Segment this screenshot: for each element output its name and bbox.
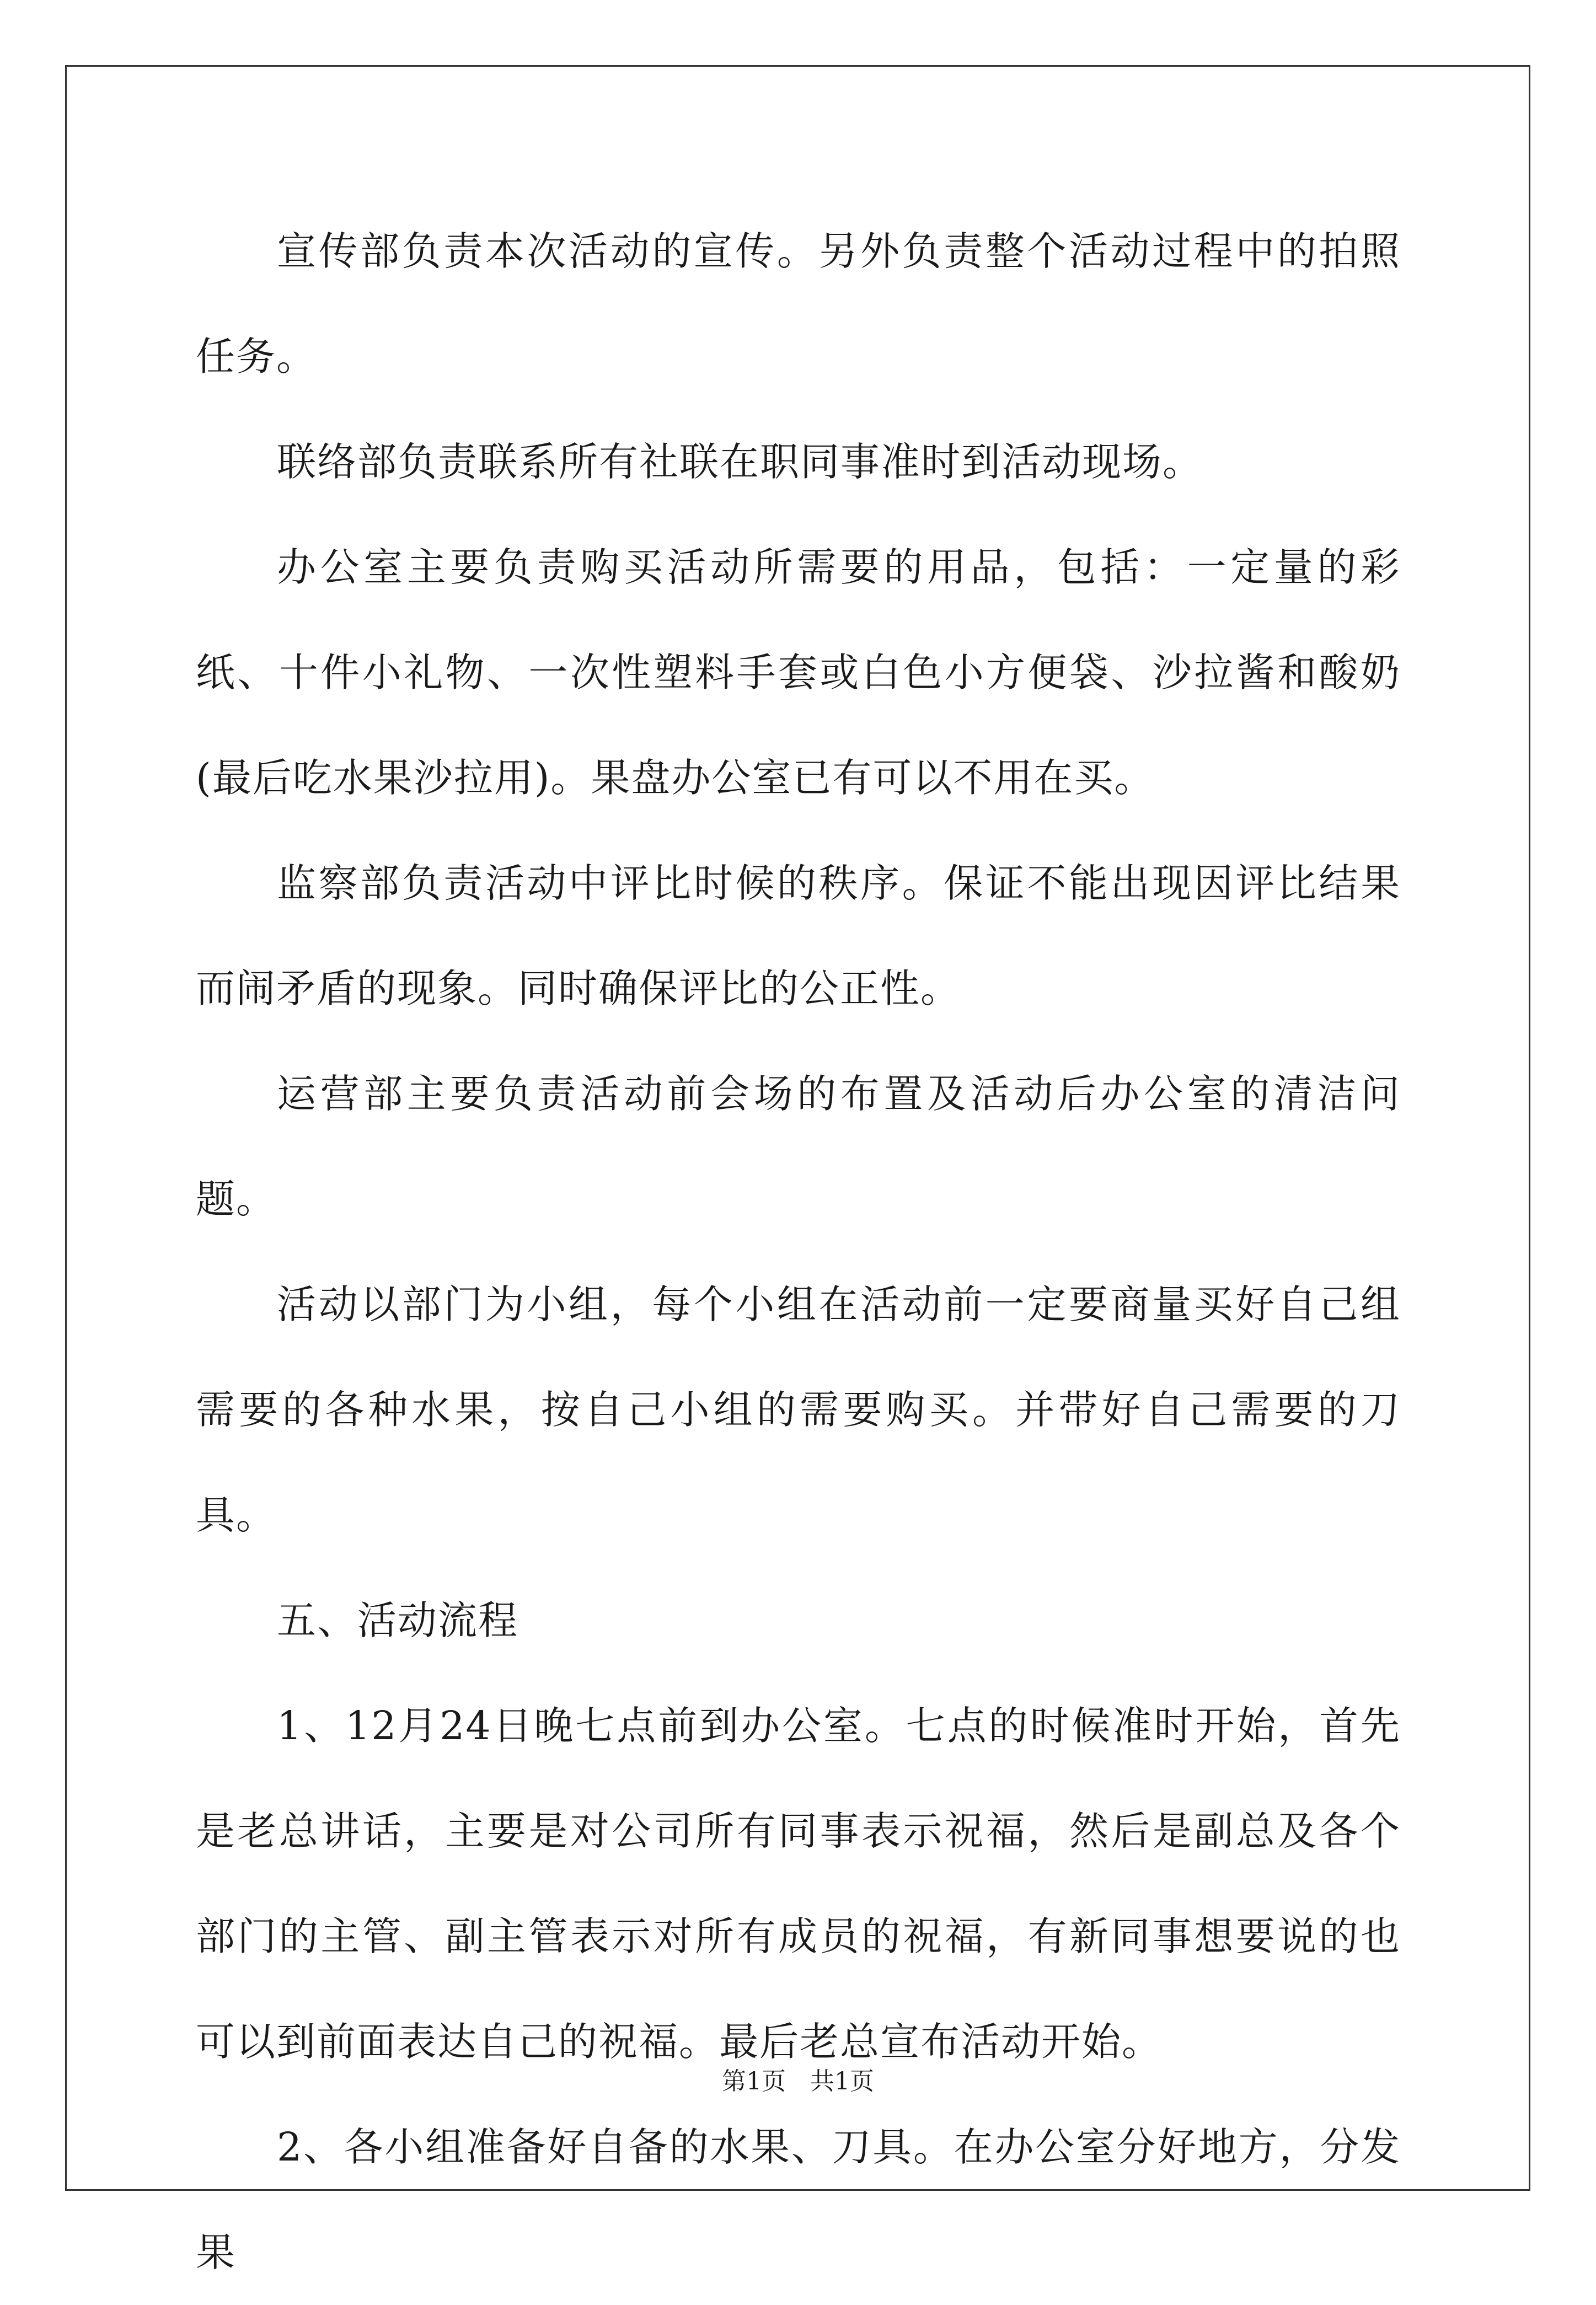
paragraph-supervision: 监察部负责活动中评比时候的秩序。保证不能出现因评比结果而闹矛盾的现象。同时确保评比的公正性。 bbox=[196, 860, 1401, 1011]
paragraph-groups: 活动以部门为小组，每个小组在活动前一定要商量买好自己组需要的各种水果，按自己小组的需要购买。并带好自己需要的刀具。 bbox=[196, 1282, 1401, 1538]
page-number-footer: 第1页 共1页 bbox=[722, 2067, 874, 2095]
section-heading-process: 五、活动流程 bbox=[277, 1598, 519, 1643]
paragraph-step-2: 2、各小组准备好自备的水果、刀具。在办公室分好地方，分发果 bbox=[196, 2124, 1401, 2275]
paragraph-operations: 运营部主要负责活动前会场的布置及活动后办公室的清洁问题。 bbox=[196, 1071, 1401, 1222]
paragraph-step-1: 1、12月24日晚七点前到办公室。七点的时候准时开始，首先是老总讲话，主要是对公司所有同事表示祝福，然后是副总及各个部门的主管、副主管表示对所有成员的祝福，有新同事想要说的也可以到前面表达自己的祝福。最后老总宣布活动开始。 bbox=[196, 1703, 1401, 2065]
document-body bbox=[196, 199, 1401, 2305]
paragraph-liaison: 联络部负责联系所有社联在职同事准时到活动现场。 bbox=[277, 439, 1203, 485]
paragraph-office: 办公室主要负责购买活动所需要的用品，包括：一定量的彩纸、十件小礼物、一次性塑料手套或白色小方便袋、沙拉酱和酸奶(最后吃水果沙拉用)。果盘办公室已有可以不用在买。 bbox=[196, 544, 1401, 801]
paragraph-publicity: 宣传部负责本次活动的宣传。另外负责整个活动过程中的拍照任务。 bbox=[196, 228, 1401, 379]
